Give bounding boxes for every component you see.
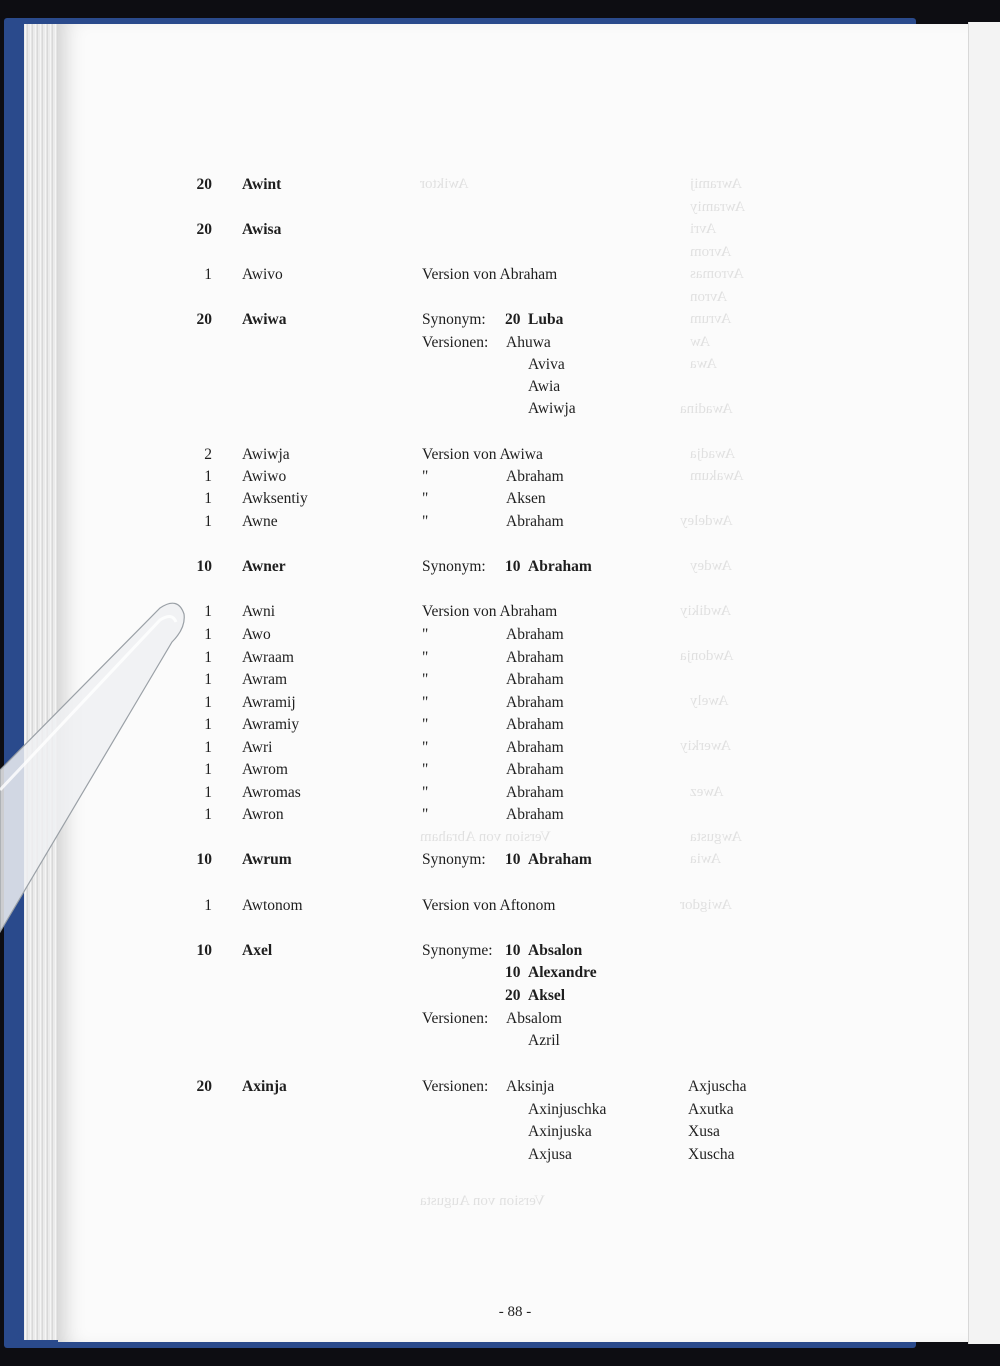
entry-row <box>0 1078 1000 1098</box>
relation-count: 20 <box>505 311 521 328</box>
entry-count: 1 <box>204 468 212 485</box>
entry-count: 1 <box>204 513 212 530</box>
entry-row <box>0 987 1000 1007</box>
entry-count: 1 <box>204 806 212 823</box>
relation-count: 10 <box>505 964 521 981</box>
entry-relation: " <box>422 716 429 733</box>
entry-row <box>0 897 1000 917</box>
entry-name: Awrom <box>242 761 288 778</box>
entry-row <box>0 558 1000 578</box>
entry-name: Awiwo <box>242 468 287 485</box>
entry-row <box>0 851 1000 871</box>
entry-relation: Versionen: <box>422 334 489 351</box>
entry-name: Awisa <box>242 221 282 238</box>
entry-relation: Synonym: <box>422 311 486 328</box>
entry-count: 1 <box>204 266 212 283</box>
entry-row <box>0 513 1000 533</box>
entry-row <box>0 716 1000 736</box>
entry-name: Awivo <box>242 266 283 283</box>
entry-target: Axinjuska <box>528 1123 592 1140</box>
entry-relation: Version von Awiwa <box>422 446 543 463</box>
entry-name: Awni <box>242 603 276 620</box>
entry-name: Awner <box>242 558 286 575</box>
entry-target: Aksinja <box>506 1078 555 1095</box>
entry-relation: Versionen: <box>422 1010 489 1027</box>
entry-count: 1 <box>204 761 212 778</box>
entry-row <box>0 964 1000 984</box>
entry-relation: " <box>422 468 429 485</box>
entry-count: 1 <box>204 897 212 914</box>
entry-count: 20 <box>196 176 212 193</box>
entry-target: Abraham <box>506 806 564 823</box>
entry-row <box>0 1123 1000 1143</box>
entry-name: Awraam <box>242 649 294 666</box>
entry-relation: " <box>422 513 429 530</box>
entry-target: Azril <box>528 1032 560 1049</box>
entry-target: Aksel <box>528 987 566 1004</box>
entry-name: Awne <box>242 513 278 530</box>
entry-row <box>0 1146 1000 1166</box>
entry-extra: Xuscha <box>688 1146 735 1163</box>
entry-target: Axjusa <box>528 1146 572 1163</box>
entry-relation: Version von Aftonom <box>422 897 556 914</box>
entry-name: Awo <box>242 626 271 643</box>
entry-row <box>0 446 1000 466</box>
entry-name: Awramij <box>242 694 296 711</box>
entry-count: 1 <box>204 784 212 801</box>
entry-count: 1 <box>204 716 212 733</box>
entry-relation: " <box>422 649 429 666</box>
entry-relation: Synonym: <box>422 851 486 868</box>
entry-target: Abraham <box>506 626 564 643</box>
entry-name: Awiwja <box>242 446 290 463</box>
entry-row <box>0 806 1000 826</box>
entry-target: Ahuwa <box>506 334 551 351</box>
entry-count: 1 <box>204 490 212 507</box>
entry-count: 1 <box>204 603 212 620</box>
entry-count: 1 <box>204 649 212 666</box>
entry-target: Awia <box>528 378 561 395</box>
entry-target: Abraham <box>506 671 564 688</box>
entry-name: Awiwa <box>242 311 287 328</box>
entry-row <box>0 490 1000 510</box>
entry-name: Awron <box>242 806 284 823</box>
entry-relation: Synonym: <box>422 558 486 575</box>
entry-target: Abraham <box>506 716 564 733</box>
entry-row <box>0 378 1000 398</box>
entry-target: Abraham <box>506 513 564 530</box>
entry-count: 10 <box>196 942 212 959</box>
entry-count: 20 <box>196 221 212 238</box>
entry-name: Awtonom <box>242 897 303 914</box>
entry-target: Abraham <box>506 784 564 801</box>
relation-count: 20 <box>505 987 521 1004</box>
entry-relation: " <box>422 694 429 711</box>
entry-name: Axinja <box>242 1078 287 1095</box>
entry-extra: Axjuscha <box>688 1078 747 1095</box>
entry-row <box>0 942 1000 962</box>
entry-name: Awint <box>242 176 282 193</box>
entry-relation: Version von Abraham <box>422 266 558 283</box>
relation-count: 10 <box>505 558 521 575</box>
entry-row <box>0 311 1000 331</box>
entry-count: 2 <box>204 446 212 463</box>
entry-target: Alexandre <box>528 964 597 981</box>
entry-target: Absalom <box>506 1010 562 1027</box>
entry-target: Abraham <box>506 761 564 778</box>
entry-relation: " <box>422 739 429 756</box>
entry-relation: Version von Abraham <box>422 603 558 620</box>
relation-count: 10 <box>505 942 521 959</box>
entry-row <box>0 784 1000 804</box>
entry-count: 10 <box>196 558 212 575</box>
entry-relation: " <box>422 626 429 643</box>
entry-row <box>0 694 1000 714</box>
entry-name: Awromas <box>242 784 301 801</box>
entry-name: Axel <box>242 942 273 959</box>
entry-row <box>0 176 1000 196</box>
entry-count: 1 <box>204 626 212 643</box>
entry-target: Abraham <box>528 558 592 575</box>
entry-count: 1 <box>204 739 212 756</box>
entry-row <box>0 603 1000 623</box>
relation-count: 10 <box>505 851 521 868</box>
entry-extra: Axutka <box>688 1101 734 1118</box>
entry-target: Abraham <box>528 851 592 868</box>
entry-row <box>0 739 1000 759</box>
entry-relation: Synonyme: <box>422 942 493 959</box>
entry-row <box>0 1032 1000 1052</box>
entry-target: Abraham <box>506 649 564 666</box>
entry-target: Luba <box>528 311 564 328</box>
page-number: - 88 - <box>498 1304 532 1320</box>
entry-count: 20 <box>196 311 212 328</box>
entry-relation: " <box>422 671 429 688</box>
entry-relation: " <box>422 490 429 507</box>
entry-target: Aksen <box>506 490 546 507</box>
entry-relation: Versionen: <box>422 1078 489 1095</box>
entry-row <box>0 266 1000 286</box>
entry-row <box>0 1101 1000 1121</box>
entry-row <box>0 761 1000 781</box>
entry-row <box>0 356 1000 376</box>
entry-row <box>0 334 1000 354</box>
entry-target: Axinjuschka <box>528 1101 607 1118</box>
entry-row <box>0 400 1000 420</box>
entry-row <box>0 671 1000 691</box>
entry-name: Awramiy <box>242 716 300 733</box>
entry-target: Abraham <box>506 739 564 756</box>
entry-relation: " <box>422 761 429 778</box>
entry-target: Awiwja <box>528 400 576 417</box>
entry-row <box>0 626 1000 646</box>
entry-count: 1 <box>204 694 212 711</box>
entry-count: 1 <box>204 671 212 688</box>
entry-extra: Xusa <box>688 1123 720 1140</box>
entry-name: Awram <box>242 671 288 688</box>
entry-row <box>0 649 1000 669</box>
entry-row <box>0 221 1000 241</box>
entry-name: Awrum <box>242 851 292 868</box>
entry-target: Abraham <box>506 694 564 711</box>
entry-target: Abraham <box>506 468 564 485</box>
entry-target: Absalon <box>528 942 583 959</box>
entry-relation: " <box>422 784 429 801</box>
entry-target: Aviva <box>528 356 565 373</box>
entry-name: Awksentiy <box>242 490 308 507</box>
entry-row <box>0 1010 1000 1030</box>
entry-relation: " <box>422 806 429 823</box>
entry-count: 10 <box>196 851 212 868</box>
entry-row <box>0 468 1000 488</box>
entry-count: 20 <box>196 1078 212 1095</box>
entry-name: Awri <box>242 739 273 756</box>
